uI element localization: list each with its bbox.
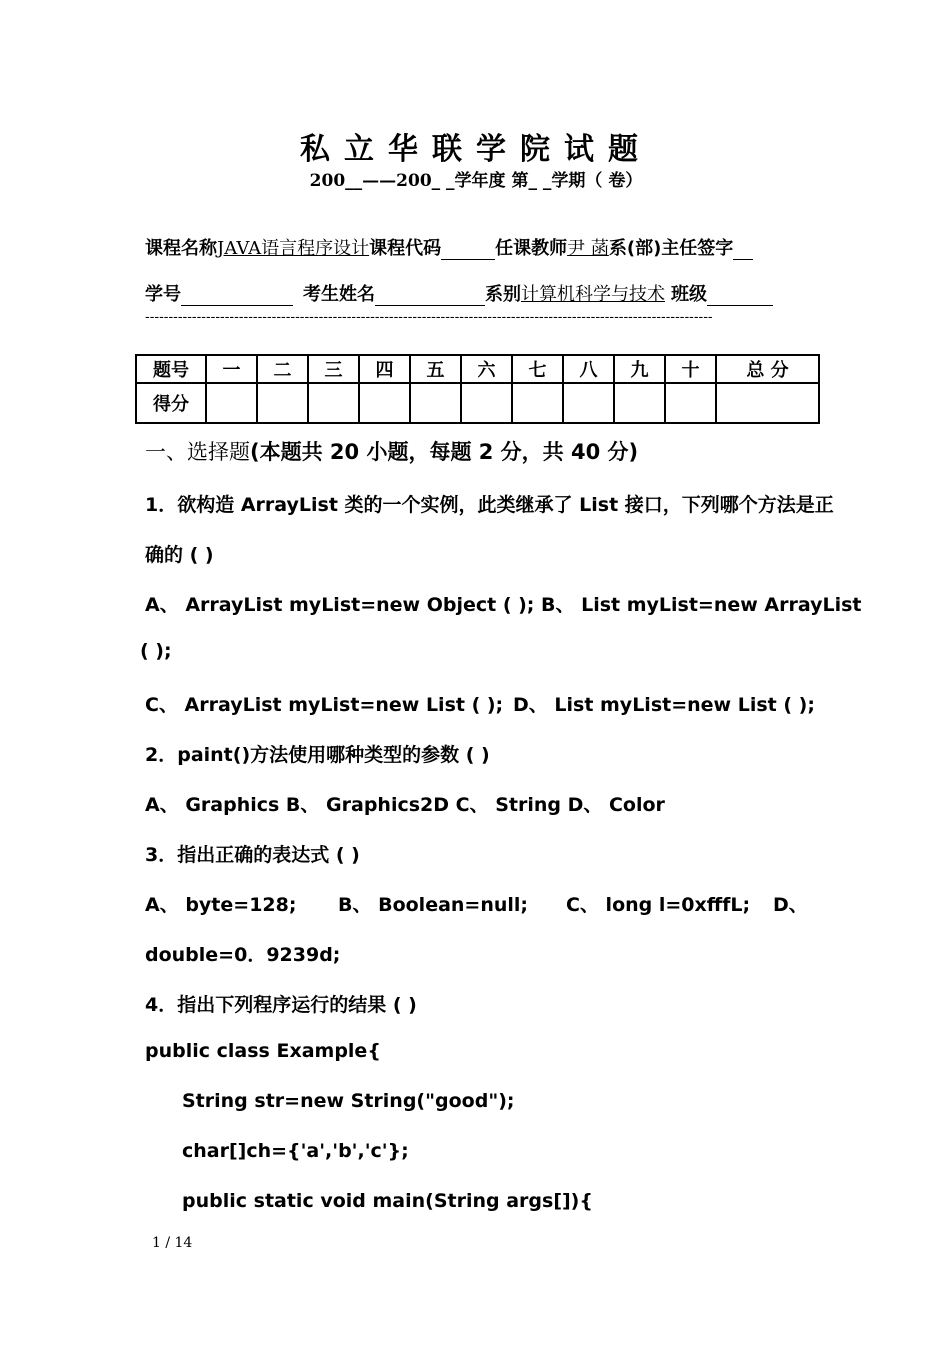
q3-stem: 3．指出正确的表达式 ( ) [145, 844, 360, 866]
score-cell [665, 383, 716, 423]
q3-option-d-cont: double=0．9239d; [145, 944, 341, 966]
separator-line: ------------------------------------------------------------------------------------------------------------------------- [145, 310, 713, 325]
score-cell [512, 383, 563, 423]
code-line: char[]ch={'a','b','c'}; [182, 1140, 409, 1162]
student-no-blank [181, 287, 293, 306]
q2-stem: 2．paint()方法使用哪种类型的参数 ( ) [145, 744, 490, 766]
exam-title: 私立华联学院试题 [300, 132, 652, 167]
teacher-value: 尹 菡 [567, 238, 609, 259]
q3-option-d: D、 [773, 894, 808, 916]
score-cell [410, 383, 461, 423]
score-table-score-row [136, 383, 819, 423]
q3-option-b: B、 Boolean=null; [338, 894, 529, 916]
q1-option-d: D、 List myList=new List ( ); [513, 694, 815, 716]
score-row-label: 得分 [136, 383, 206, 423]
q1-options-ab: A、 ArrayList myList=new Object ( ); B、 List myList=new ArrayList [145, 594, 862, 616]
q1-option-c: C、 ArrayList myList=new List ( ); [145, 694, 504, 716]
score-col-7: 七 [512, 355, 563, 383]
score-cell [461, 383, 512, 423]
score-cell [308, 383, 359, 423]
teacher-label: 任课教师 [495, 238, 568, 259]
dept-sign-blank [733, 241, 753, 260]
q1-stem-line2: 确的 ( ) [145, 544, 214, 566]
code-line: public class Example{ [145, 1040, 381, 1062]
score-cell [206, 383, 257, 423]
section-prefix: 一、选择题 [145, 440, 250, 464]
score-col-2: 二 [257, 355, 308, 383]
dept-value: 计算机科学与技术 [521, 284, 665, 305]
section-heading [145, 436, 638, 466]
class-blank [707, 287, 773, 306]
code-line: public static void main(String args[]){ [182, 1190, 593, 1212]
section-detail: (本题共 20 小题，每题 2 分，共 40 分) [250, 440, 639, 464]
score-col-5: 五 [410, 355, 461, 383]
q3-option-a: A、 byte=128; [145, 894, 297, 916]
course-code-label: 课程代码 [369, 238, 442, 259]
score-col-1: 一 [206, 355, 257, 383]
exam-subtitle: 200__——200_ _学年度 第_ _学期（ 卷） [309, 171, 643, 191]
student-no-label: 学号 [145, 284, 181, 305]
score-cell [614, 383, 665, 423]
course-name-label: 课程名称 [145, 238, 217, 259]
score-cell [257, 383, 308, 423]
score-table [135, 354, 820, 424]
dept-label: 系别 [485, 284, 521, 305]
score-col-10: 十 [665, 355, 716, 383]
score-table-header-row [136, 355, 819, 383]
q1-stem-line1: 1．欲构造 ArrayList 类的一个实例，此类继承了 List 接口，下列哪个方法是正 [145, 494, 834, 516]
course-code-blank [441, 241, 495, 260]
class-label: 班级 [671, 284, 707, 305]
total-score-cell [716, 383, 819, 423]
score-cell [563, 383, 614, 423]
score-col-9: 九 [614, 355, 665, 383]
score-col-8: 八 [563, 355, 614, 383]
q2-options: A、 Graphics B、 Graphics2D C、 String D、 Color [145, 794, 665, 816]
code-line: String str=new String("good"); [182, 1090, 515, 1112]
student-name-label: 考生姓名 [303, 284, 375, 305]
student-name-blank [375, 287, 485, 306]
q1-options-ab-cont: ( ); [140, 640, 172, 662]
course-info-line [145, 234, 753, 260]
page-number: 1 / 14 [152, 1235, 193, 1251]
student-info-line [145, 280, 773, 306]
score-cell [359, 383, 410, 423]
score-col-3: 三 [308, 355, 359, 383]
dept-sign-label: 系(部)主任签字 [608, 238, 734, 259]
q4-stem: 4．指出下列程序运行的结果 ( ) [145, 994, 417, 1016]
score-col-4: 四 [359, 355, 410, 383]
score-col-6: 六 [461, 355, 512, 383]
q3-option-c: C、 long l=0xfffL; [566, 894, 751, 916]
course-name-value: JAVA语言程序设计 [217, 238, 370, 259]
total-score-label: 总 分 [716, 355, 819, 383]
question-number-label: 题号 [136, 355, 206, 383]
